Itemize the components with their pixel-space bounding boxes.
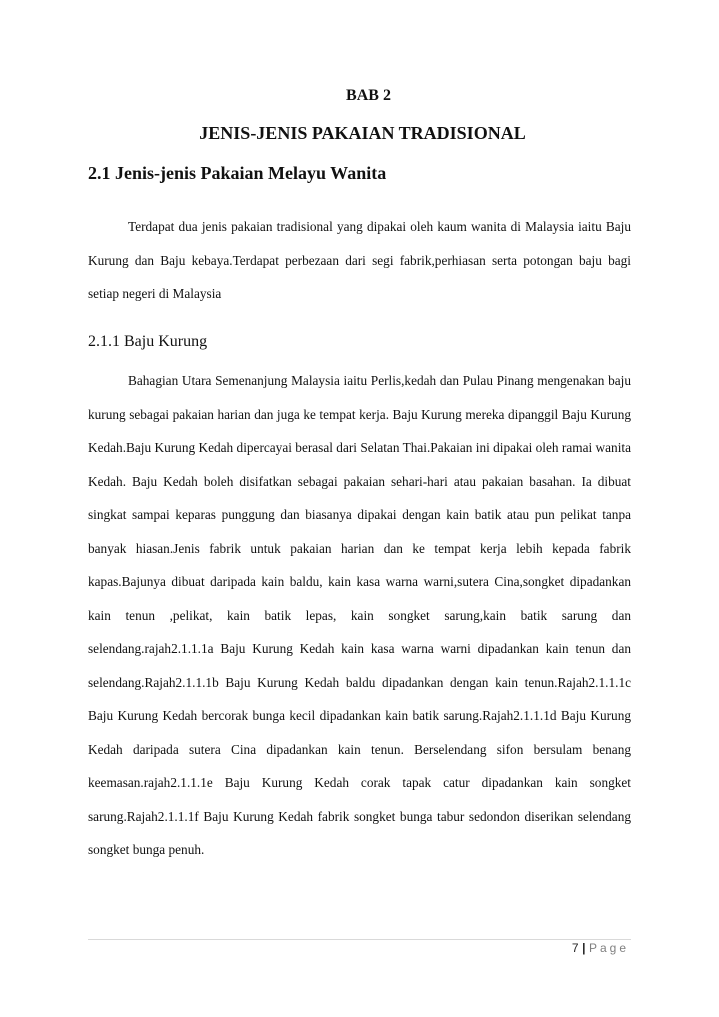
subsection-paragraph <box>88 364 631 867</box>
chapter-title: JENIS-JENIS PAKAIAN TRADISIONAL <box>199 123 526 143</box>
section-heading: 2.1 Jenis-jenis Pakaian Melayu Wanita <box>88 163 387 183</box>
page-separator: | <box>582 941 586 955</box>
section-paragraph-text: Terdapat dua jenis pakaian tradisional yang dipakai oleh kaum wanita di Malaysia iaitu Baju Kurung dan Baju kebaya.Terdapat perbezaan dari segi fabrik,perhiasan serta potongan baju bagi setiap negeri di Malaysia <box>88 219 631 301</box>
page-footer <box>572 941 629 955</box>
page-word: Page <box>588 941 629 955</box>
subsection-paragraph-text: Bahagian Utara Semenanjung Malaysia iaitu Perlis,kedah dan Pulau Pinang mengenakan baju kurung sebagai pakaian harian dan juga ke tempat kerja. Baju Kurung mereka dipanggil Baju Kurung Kedah.Baju Kurung Kedah dipercayai berasal dari Selatan Thai.Pakaian ini dipakai oleh ramai wanita Kedah. Baju Kedah boleh disifatkan sebagai pakaian sehari-hari atau pakaian basahan. Ia dibuat singkat sampai keparas punggung dan biasanya dipakai dengan kain batik atau pun pelikat tanpa banyak hiasan.Jenis fabrik untuk pakaian harian dan ke tempat kerja lebih kepada fabrik kapas.Bajunya dibuat daripada kain baldu, kain kasa warna warni,sutera Cina,songket dipadankan kain tenun ,pelikat, kain batik lepas, kain songket sarung,kain batik sarung dan selendang.rajah2.1.1.1a Baju Kurung Kedah kain kasa warna warni dipadankan kain tenun dan selendang.Rajah2.1.1.1b Baju Kurung Kedah baldu dipadankan dengan kain tenun.Rajah2.1.1.1c Baju Kurung Kedah bercorak bunga kecil dipadankan kain batik sarung.Rajah2.1.1.1d Baju Kurung Kedah daripada sutera Cina dipadankan kain tenun. Berselendang sifon bersulam benang keemasan.rajah2.1.1.1e Baju Kurung Kedah corak tapak catur dipadankan kain songket sarung.Rajah2.1.1.1f Baju Kurung Kedah fabrik songket bunga tabur sedondon diserikan selendang songket bunga penuh. <box>88 373 631 857</box>
subsection-heading: 2.1.1 Baju Kurung <box>88 333 208 350</box>
section-paragraph <box>88 210 631 311</box>
footer-divider <box>88 939 631 940</box>
chapter-label: BAB 2 <box>346 87 391 104</box>
page-number: 7 <box>571 941 580 955</box>
